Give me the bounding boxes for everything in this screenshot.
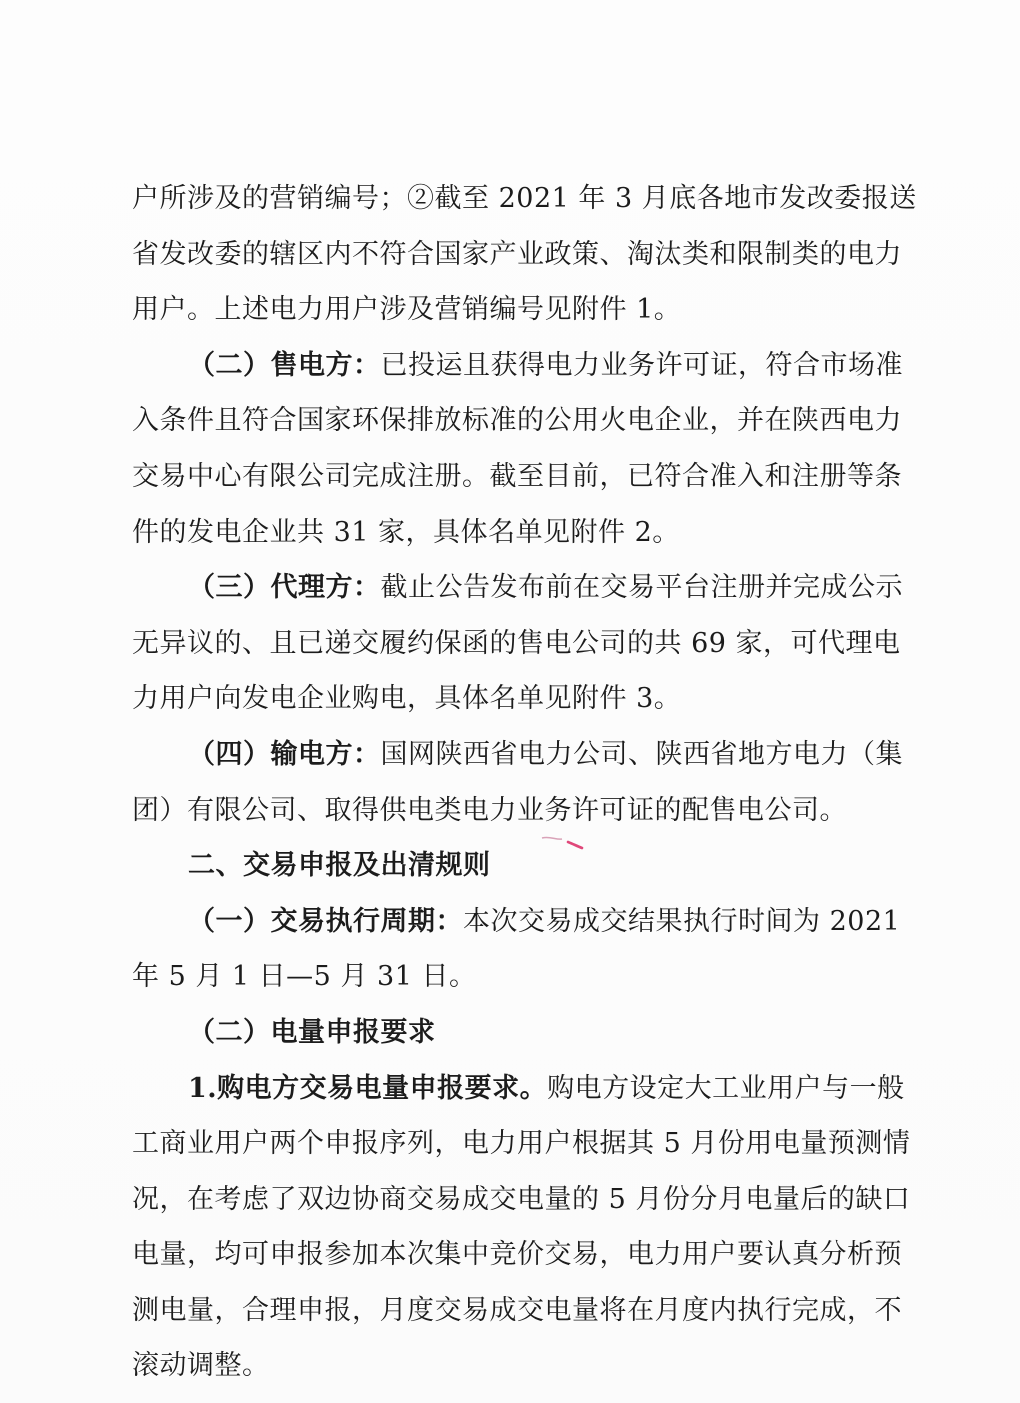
text-line: 滚动调整。 [132,1350,270,1382]
text-line: 无异议的、且已递交履约保函的售电公司的共 69 家，可代理电 [132,627,901,659]
text-line: 年 5 月 1 日—5 月 31 日。 [132,961,477,993]
paragraph-buyer-requirements: 1.购电方交易电量申报要求。购电方设定大工业用户与一般 [188,1072,905,1104]
text-line: 件的发电企业共 31 家，具体名单见附件 2。 [132,516,680,548]
text-line: 团）有限公司、取得供电类电力业务许可证的配售电公司。 [132,794,847,826]
section-heading: （一）交易执行周期： [188,905,463,937]
text-line: 力用户向发电企业购电，具体名单见附件 3。 [132,683,682,715]
item-heading: 1.购电方交易电量申报要求。 [188,1072,548,1104]
section-heading-volume: （二）电量申报要求 [188,1016,436,1048]
text-line: 入条件且符合国家环保排放标准的公用火电企业，并在陕西电力 [132,405,902,437]
text-line: 户所涉及的营销编号；②截至 2021 年 3 月底各地市发改委报送 [132,183,917,214]
text-line: 测电量，合理申报，月度交易成交电量将在月度内执行完成，不 [132,1294,902,1326]
section-heading: （二）售电方： [188,349,381,381]
ink-mark [540,832,588,852]
text-line: 省发改委的辖区内不符合国家产业政策、淘汰类和限制类的电力 [132,238,902,270]
paragraph-agent: （三）代理方：截止公告发布前在交易平台注册并完成公示 [188,572,903,604]
section-heading: （三）代理方： [188,572,381,604]
chapter-heading: 二、交易申报及出清规则 [188,850,491,882]
document-body [132,176,917,1399]
paragraph-period: （一）交易执行周期：本次交易成交结果执行时间为 2021 [188,905,901,937]
text-line: 况，在考虑了双边协商交易成交电量的 5 月份分月电量后的缺口 [132,1183,911,1215]
section-heading: （四）输电方： [188,738,381,770]
paragraph-seller: （二）售电方：已投运且获得电力业务许可证，符合市场准 [188,349,903,381]
text-line: 电量，均可申报参加本次集中竞价交易，电力用户要认真分析预 [132,1239,902,1271]
paragraph-transmission: （四）输电方：国网陕西省电力公司、陕西省地方电力（集 [188,738,903,770]
text-line: 交易中心有限公司完成注册。截至目前，已符合准入和注册等条 [132,460,902,492]
text-line: 工商业用户两个申报序列，电力用户根据其 5 月份用电量预测情 [132,1128,911,1160]
text-line: 用户。上述电力用户涉及营销编号见附件 1。 [132,294,682,326]
